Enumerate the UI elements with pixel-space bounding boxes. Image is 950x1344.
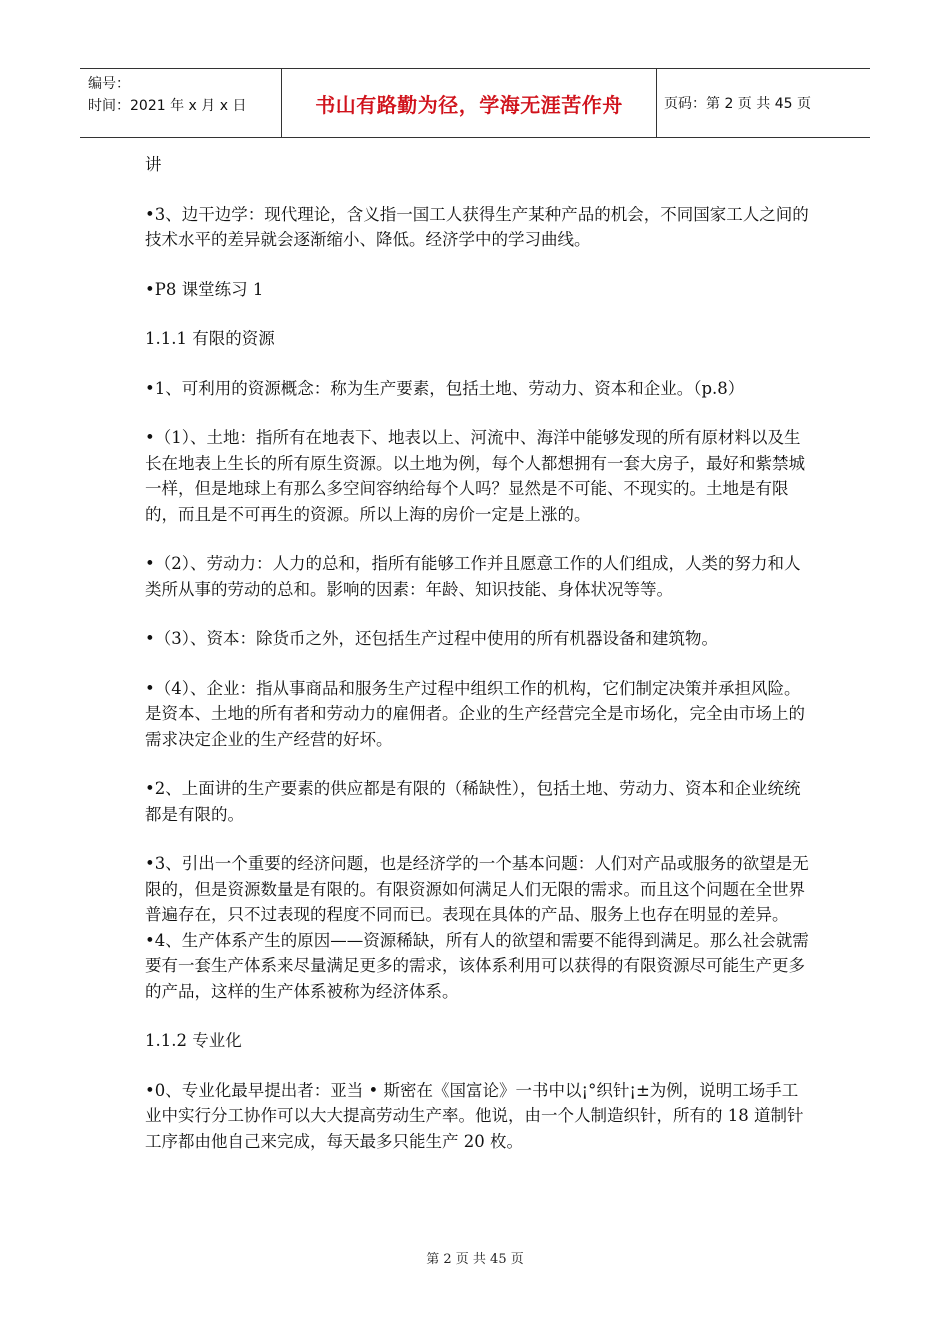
header-motto: 书山有路勤为径，学海无涯苦作舟 [282, 69, 657, 137]
header-meta-cell [80, 69, 282, 137]
section-heading: 1.1.1 有限的资源 [145, 329, 275, 348]
paragraph: •（1）、土地：指所有在地表下、地表以上、河流中、海洋中能够发现的所有原材料以及生长在地表上生长的所有原生资源。以土地为例，每个人都想拥有一套大房子，最好和紫禁城一样，但是地球上有那么多空间容纳给每个人吗？显然是不可能、不现实的。土地是有限的，而且是不可再生的资源。所以上海的房价一定是上涨的。 [145, 428, 805, 524]
paragraph: •1、可利用的资源概念：称为生产要素，包括土地、劳动力、资本和企业。（p.8） [145, 378, 745, 398]
paragraph: 讲 [145, 155, 162, 174]
paragraph: •3、边干边学：现代理论，含义指一国工人获得生产某种产品的机会，不同国家工人之间的技术水平的差异就会逐渐缩小、降低。经济学中的学习曲线。 [145, 204, 809, 249]
paragraph: •（4）、企业：指从事商品和服务生产过程中组织工作的机构，它们制定决策并承担风险。是资本、土地的所有者和劳动力的雇佣者。企业的生产经营完全是市场化，完全由市场上的需求决定企业的生产经营的好坏。 [145, 678, 805, 749]
paragraph: •（3）、资本：除货币之外，还包括生产过程中使用的所有机器设备和建筑物。 [145, 629, 718, 648]
document-body [145, 152, 810, 1178]
paragraph: •0、专业化最早提出者：亚当 • 斯密在《国富论》一书中以¡°织针¡±为例，说明工场手工业中实行分工协作可以大大提高劳动生产率。他说，由一个人制造织针，所有的 18 道制针工序都由他自己来完成，每天最多只能生产 20 枚。 [145, 1080, 804, 1151]
paragraph: •3、引出一个重要的经济问题，也是经济学的一个基本问题：人们对产品或服务的欲望是无限的，但是资源数量是有限的。有限资源如何满足人们无限的需求。而且这个问题在全世界普遍存在，只不过表现的程度不同而已。表现在具体的产品、服务上也存在明显的差异。 •4、生产体系产生的原因——资源稀缺，所有人的欲望和需要不能得到满足。那么社会就需要有一套生产体系来尽量满足更多的需求，该体系利用可以获得的有限资源尽可能生产更多的产品，这样的生产体系被称为经济体系。 [145, 854, 809, 1001]
page-header [80, 68, 870, 138]
document-date-label: 时间：2021 年 x 月 x 日 [88, 98, 247, 114]
header-page-label: 页码：第 2 页 共 45 页 [664, 96, 811, 112]
page-footer: 第 2 页 共 45 页 [426, 1252, 524, 1267]
document-number-label: 编号： [88, 76, 130, 92]
paragraph: •（2）、劳动力：人力的总和，指所有能够工作并且愿意工作的人们组成，人类的努力和人类所从事的劳动的总和。影响的因素：年龄、知识技能、身体状况等等。 [145, 554, 801, 599]
section-heading: 1.1.2 专业化 [145, 1031, 242, 1050]
paragraph: •P8 课堂练习 1 [145, 279, 264, 299]
paragraph: •2、上面讲的生产要素的供应都是有限的（稀缺性），包括土地、劳动力、资本和企业统统都是有限的。 [145, 779, 801, 824]
